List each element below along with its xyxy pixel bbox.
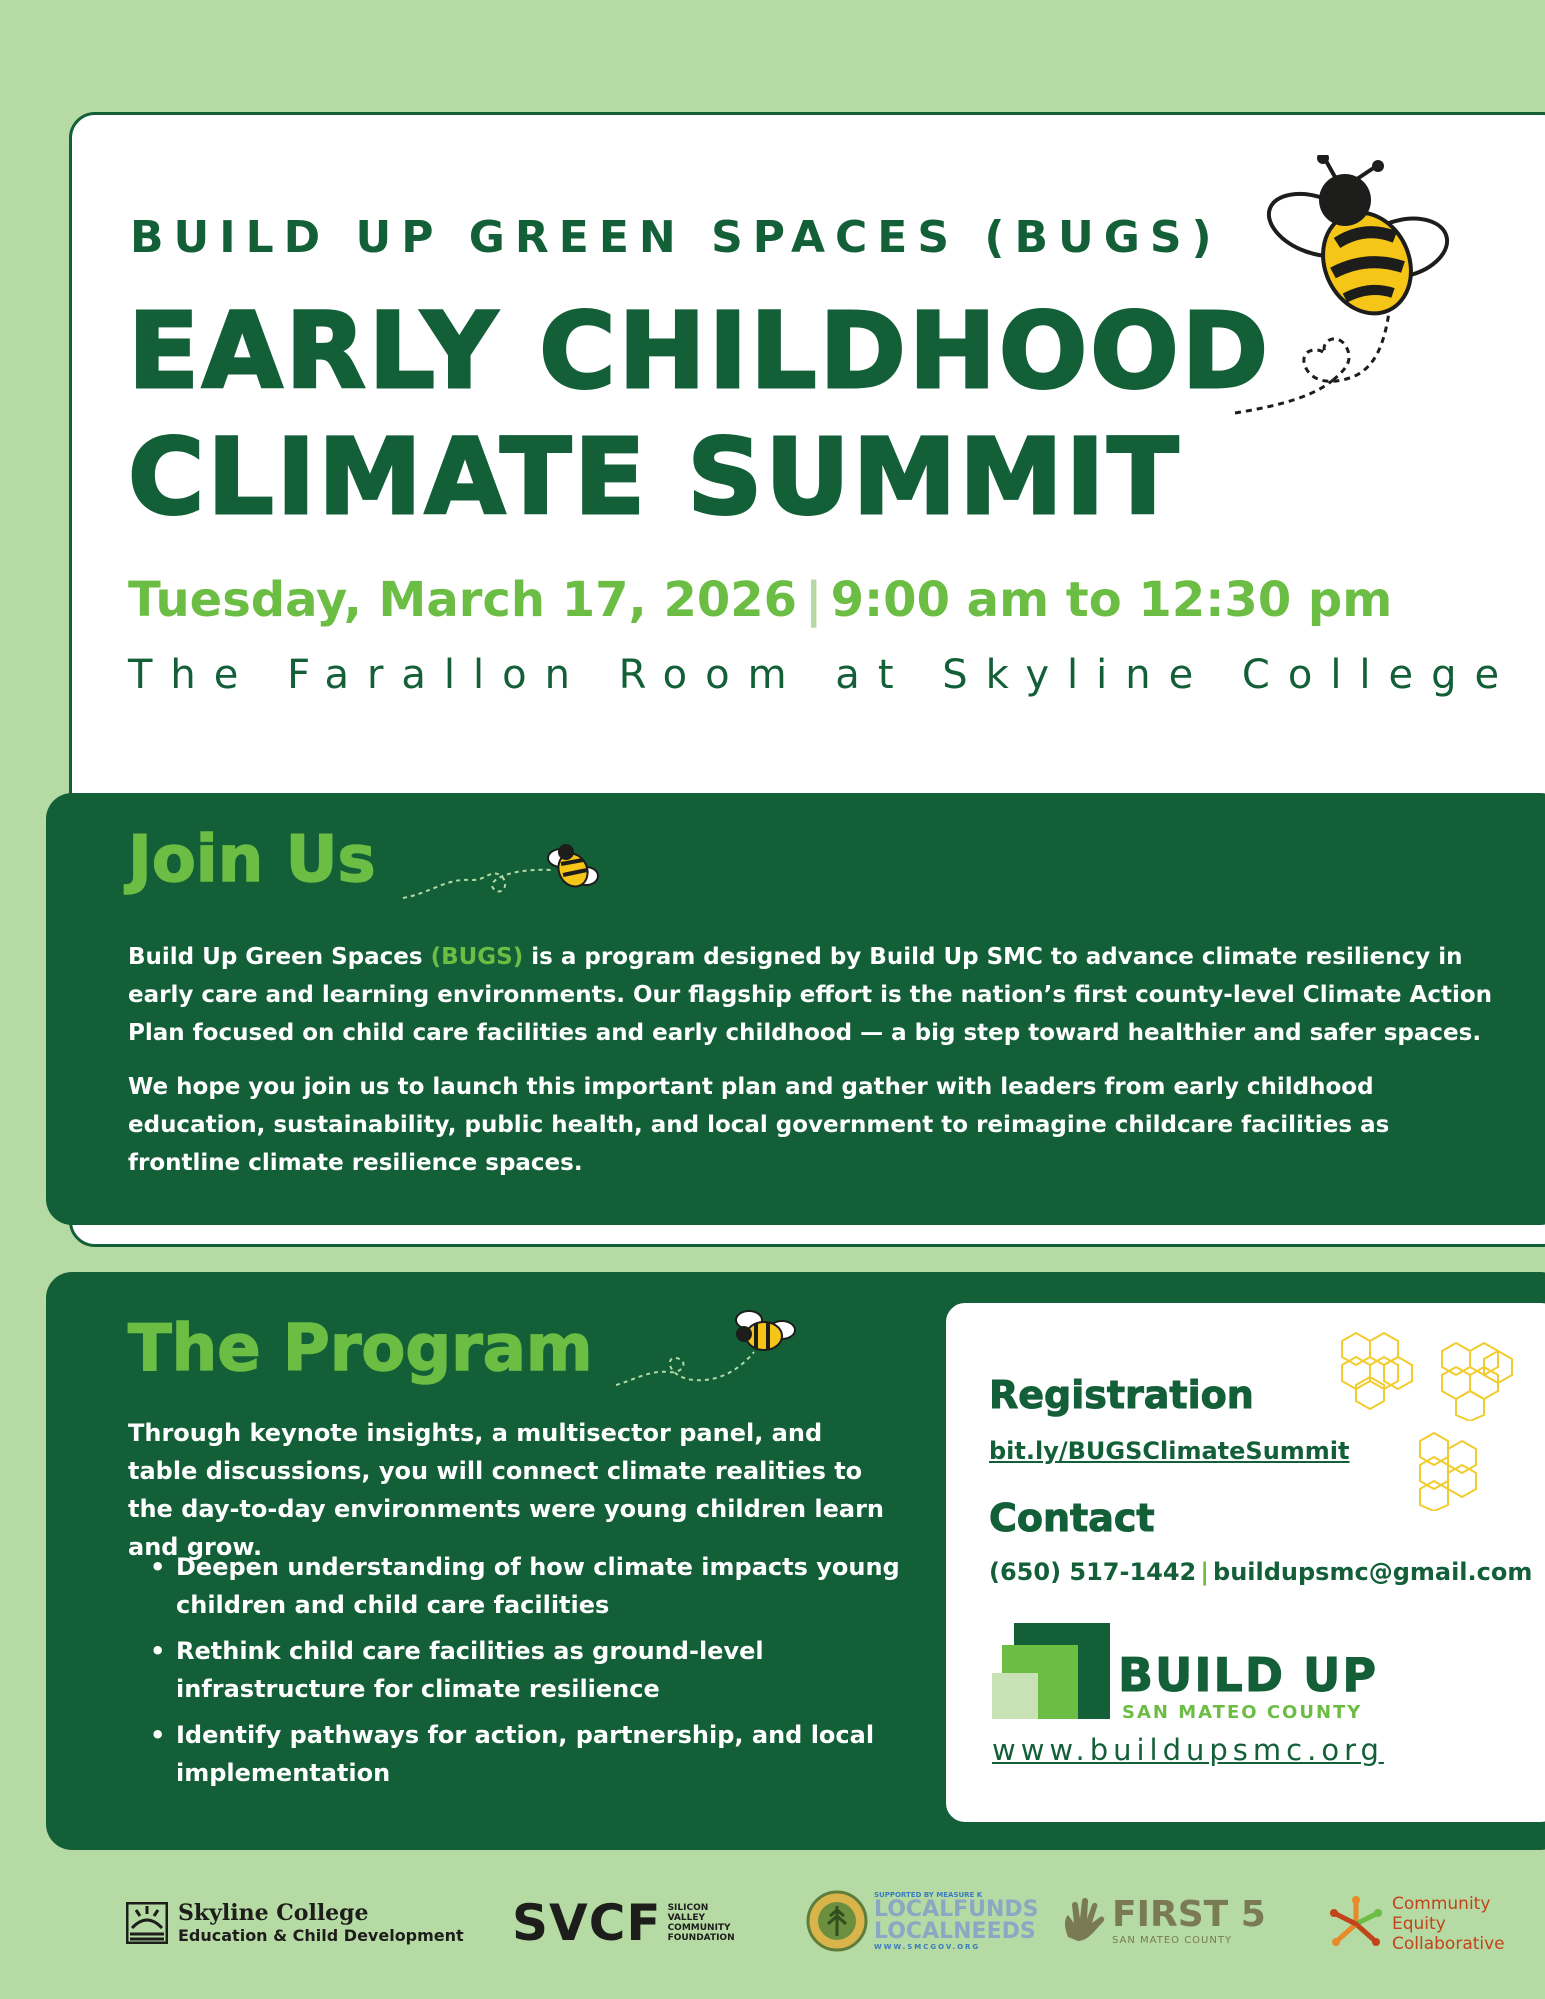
- join-us-paragraph-1: [128, 938, 1528, 1052]
- skyline-logo: [126, 1900, 464, 1945]
- contact-phone[interactable]: (650) 517-1442: [989, 1558, 1197, 1586]
- program-intro: Through keynote insights, a multisector panel, and table discussions, you will connect climate realities to the day-to-day environments were young children learn and grow.: [128, 1419, 884, 1561]
- contact-email[interactable]: buildupsmc@gmail.com: [1213, 1558, 1533, 1586]
- event-time: 9:00 am to 12:30 pm: [830, 572, 1393, 628]
- skyline-name: Skyline College: [178, 1900, 369, 1926]
- list-item: • Identify pathways for action, partnership, and local implementation: [176, 1716, 936, 1792]
- honeycomb-icon: [1409, 1431, 1499, 1511]
- buildup-logo-name: BUILD UP: [1118, 1648, 1379, 1702]
- join-us-paragraph-2: We hope you join us to launch this important plan and gather with leaders from early childhood education, sustainability, public health, and local government to reimagine childcare facilities as frontline climate resilience spaces.: [128, 1074, 1390, 1176]
- skyline-sun-icon: [126, 1902, 168, 1944]
- title-line-1: EARLY CHILDHOOD: [128, 290, 1272, 412]
- first5-hand-icon: [1060, 1897, 1106, 1943]
- contact-heading: Contact: [989, 1496, 1155, 1540]
- website-link[interactable]: www.buildupsmc.org: [992, 1733, 1384, 1767]
- community-equity-wordmark: Community Equity Collaborative: [1392, 1894, 1505, 1954]
- join-us-heading: Join Us: [128, 823, 376, 897]
- local-funds-logo: [806, 1890, 1039, 1952]
- svcf-subtitle: SILICON VALLEY COMMUNITY FOUNDATION: [667, 1903, 735, 1943]
- sponsor-footer: [0, 1880, 1545, 1980]
- event-datetime: [128, 572, 1392, 628]
- community-equity-icon: [1326, 1894, 1386, 1954]
- event-kicker: BUILD UP GREEN SPACES (BUGS): [130, 212, 1222, 263]
- registration-card: [943, 1300, 1545, 1825]
- registration-heading: Registration: [989, 1373, 1254, 1417]
- county-seal: [806, 1890, 868, 1952]
- honeycomb-icon: [1331, 1331, 1421, 1411]
- join-us-section: [46, 793, 1545, 1225]
- local-funds-line-2: LOCALNEEDS: [874, 1919, 1036, 1944]
- svcf-logo: [512, 1894, 735, 1952]
- program-goals-list: [128, 1548, 936, 1800]
- program-heading: The Program: [128, 1312, 593, 1386]
- datetime-separator: |: [805, 572, 823, 628]
- event-venue: The Farallon Room at Skyline College: [128, 652, 1518, 698]
- local-funds-line-1: LOCALFUNDS: [874, 1897, 1039, 1922]
- local-funds-supported: SUPPORTED BY MEASURE K: [874, 1891, 983, 1899]
- skyline-subtitle: Education & Child Development: [178, 1926, 464, 1945]
- bugs-highlight: (BUGS): [430, 944, 524, 970]
- honeycomb-icon: [1431, 1341, 1521, 1421]
- bee-icon: [401, 828, 611, 908]
- buildup-logo: [992, 1623, 1110, 1728]
- svcf-wordmark: SVCF: [512, 1894, 662, 1952]
- bee-icon: [1225, 155, 1495, 425]
- first5-logo: [1060, 1894, 1266, 1946]
- buildup-logo-subtitle: SAN MATEO COUNTY: [1122, 1702, 1363, 1723]
- title-line-2: CLIMATE SUMMIT: [128, 416, 1182, 538]
- first5-wordmark: FIRST 5: [1112, 1894, 1266, 1935]
- contact-separator: |: [1200, 1558, 1210, 1586]
- list-item: • Deepen understanding of how climate impacts young children and child care facilities: [176, 1548, 936, 1624]
- first5-subtitle: SAN MATEO COUNTY: [1112, 1935, 1233, 1946]
- registration-link[interactable]: bit.ly/BUGSClimateSummit: [989, 1437, 1350, 1465]
- event-title: [128, 288, 1271, 540]
- list-item: • Rethink child care facilities as ground-level infrastructure for climate resilience: [176, 1632, 936, 1708]
- bee-icon: [614, 1300, 814, 1400]
- community-equity-logo: [1326, 1894, 1505, 1954]
- local-funds-url: WWW.SMCGOV.ORG: [874, 1943, 981, 1951]
- event-date: Tuesday, March 17, 2026: [128, 572, 798, 628]
- join-p1-end: is a program designed by Build Up SMC to advance climate resiliency in early care and learning environments. Our flagship effort is the nation’s first county-level Climate Action Plan focused on child care facilities and early childhood — a big step toward healthier and safer spaces.: [128, 944, 1493, 1046]
- contact-line: [989, 1558, 1532, 1586]
- join-p1-start: Build Up Green Spaces: [128, 944, 431, 970]
